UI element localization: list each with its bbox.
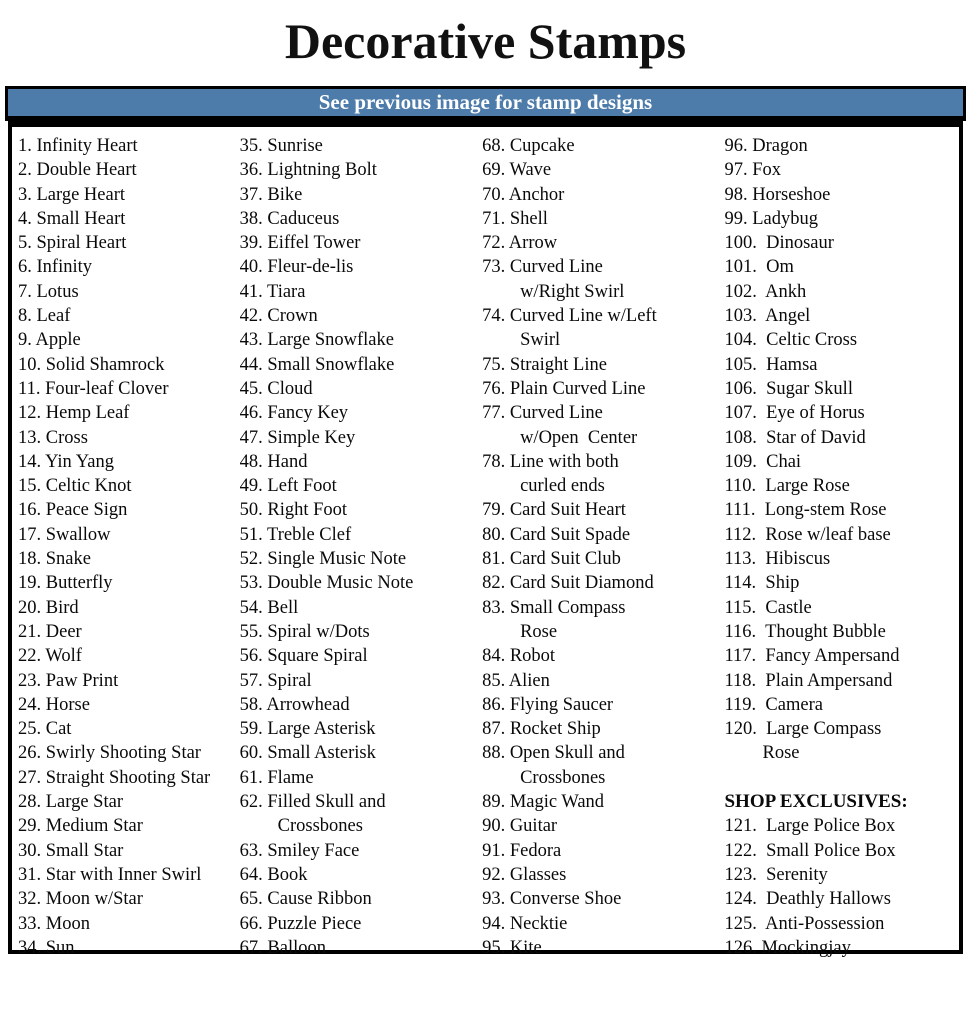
list-item: 30. Small Star (18, 840, 124, 861)
list-item: 75. Straight Line (482, 354, 607, 375)
list-item: 55. Spiral w/Dots (239, 621, 370, 642)
list-item: 2. Double Heart (18, 160, 137, 181)
list-item: 36. Lightning Bolt (239, 160, 377, 181)
list-item: 80. Card Suit Spade (482, 524, 631, 545)
list-item: 39. Eiffel Tower (239, 233, 361, 254)
list-item: 52. Single Music Note (239, 549, 407, 570)
list-item: 46. Fancy Key (239, 403, 349, 424)
list-item: 89. Magic Wand (482, 792, 605, 813)
list-item: 8. Leaf (18, 306, 71, 327)
list-item: 88. Open Skull and (482, 743, 625, 764)
list-item: 68. Cupcake (482, 136, 575, 156)
list-item: 79. Card Suit Heart (482, 500, 626, 521)
list-item: 119. Camera (724, 694, 823, 715)
stamp-column-1 (18, 134, 240, 958)
list-item: 34. Sun (18, 937, 75, 958)
list-item: 29. Medium Star (18, 816, 143, 837)
list-item: 63. Smiley Face (239, 840, 360, 861)
list-item-continuation: Crossbones (520, 767, 606, 788)
list-item: 47. Simple Key (239, 427, 356, 448)
list-item: 43. Large Snowflake (239, 330, 394, 351)
list-item: 87. Rocket Ship (482, 719, 601, 740)
list-item: 84. Robot (482, 646, 556, 667)
list-item: 74. Curved Line w/Left (482, 306, 657, 327)
list-item: 100. Dinosaur (724, 233, 834, 254)
list-item: 42. Crown (239, 306, 318, 327)
list-item: 23. Paw Print (18, 670, 119, 691)
list-item: 16. Peace Sign (18, 500, 128, 521)
list-item: 92. Glasses (482, 864, 567, 885)
list-item: 99. Ladybug (724, 208, 818, 229)
list-item: 117. Fancy Ampersand (724, 646, 900, 667)
list-item-continuation: w/Right Swirl (520, 281, 625, 302)
list-item: 90. Guitar (482, 816, 558, 837)
list-item: 54. Bell (239, 597, 299, 618)
stamp-column-4 (724, 134, 959, 958)
list-item: 45. Cloud (239, 378, 313, 399)
list-item: 27. Straight Shooting Star (18, 767, 211, 788)
list-item: 49. Left Foot (239, 476, 337, 497)
list-item: 56. Square Spiral (239, 646, 368, 667)
list-item: 113. Hibiscus (724, 549, 831, 570)
list-item: 121. Large Police Box (724, 816, 896, 837)
list-item: 41. Tiara (239, 281, 306, 302)
list-item: 65. Cause Ribbon (239, 889, 372, 910)
list-item: 104. Celtic Cross (724, 330, 858, 351)
list-item: 20. Bird (18, 597, 79, 618)
stamp-column-3 (482, 134, 724, 958)
list-item: 40. Fleur-de-lis (239, 257, 354, 278)
list-item: 101. Om (724, 257, 794, 278)
list-item: 62. Filled Skull and (239, 792, 386, 813)
list-item: 83. Small Compass (482, 597, 626, 618)
list-item: 33. Moon (18, 913, 90, 934)
list-item: 95. Kite (482, 937, 542, 958)
list-item: 1. Infinity Heart (18, 136, 138, 156)
list-item: 25. Cat (18, 719, 72, 740)
list-item: 93. Converse Shoe (482, 889, 622, 910)
list-item: 116. Thought Bubble (724, 621, 886, 642)
list-item: 94. Necktie (482, 913, 568, 934)
list-item: 11. Four-leaf Clover (18, 378, 169, 399)
list-item: 38. Caduceus (239, 208, 340, 229)
list-item: 73. Curved Line (482, 257, 603, 278)
list-item: 76. Plain Curved Line (482, 378, 646, 399)
list-item: 18. Snake (18, 549, 91, 570)
list-item: 114. Ship (724, 573, 800, 594)
list-item: 85. Alien (482, 670, 550, 691)
list-item: 112. Rose w/leaf base (724, 524, 891, 545)
list-item: 106. Sugar Skull (724, 378, 853, 399)
list-item: 111. Long-stem Rose (724, 500, 887, 521)
banner-text: See previous image for stamp designs (318, 90, 653, 114)
page-title: Decorative Stamps (284, 13, 687, 69)
list-item: 110. Large Rose (724, 476, 850, 497)
list-item: 103. Angel (724, 306, 811, 327)
list-item: 66. Puzzle Piece (239, 913, 362, 934)
list-item: 105. Hamsa (724, 354, 818, 375)
list-item-continuation: Crossbones (277, 816, 363, 837)
list-item: 35. Sunrise (239, 136, 323, 156)
list-item-continuation: Swirl (520, 330, 561, 351)
list-item: 37. Bike (239, 184, 303, 205)
list-item: 67. Balloon (239, 937, 326, 958)
column-heading: SHOP EXCLUSIVES: (724, 791, 908, 813)
list-item: 44. Small Snowflake (239, 354, 395, 375)
list-item-continuation: Rose (520, 621, 558, 642)
list-item: 5. Spiral Heart (18, 233, 127, 254)
list-item: 21. Deer (18, 621, 82, 642)
list-item: 26. Swirly Shooting Star (18, 743, 201, 764)
list-item: 123. Serenity (724, 864, 828, 885)
list-item: 86. Flying Saucer (482, 694, 614, 715)
list-item-continuation: w/Open Center (520, 427, 638, 448)
list-item: 28. Large Star (18, 792, 123, 813)
list-item: 53. Double Music Note (239, 573, 414, 594)
list-item: 31. Star with Inner Swirl (18, 864, 202, 885)
list-item: 13. Cross (18, 427, 88, 448)
list-item: 64. Book (239, 864, 308, 885)
blank-line (724, 766, 959, 790)
list-item: 59. Large Asterisk (239, 719, 376, 740)
list-item: 60. Small Asterisk (239, 743, 376, 764)
list-item: 12. Hemp Leaf (18, 403, 130, 424)
list-item: 122. Small Police Box (724, 840, 896, 861)
list-item: 120. Large Compass (724, 719, 882, 740)
list-item-continuation: curled ends (520, 476, 605, 497)
list-item: 91. Fedora (482, 840, 562, 861)
list-item: 109. Chai (724, 451, 802, 472)
list-item: 71. Shell (482, 208, 548, 229)
list-item: 96. Dragon (724, 136, 808, 156)
list-item: 7. Lotus (18, 281, 79, 302)
list-item: 124. Deathly Hallows (724, 889, 891, 910)
list-item: 14. Yin Yang (18, 451, 114, 472)
list-item: 15. Celtic Knot (18, 476, 132, 497)
list-item: 115. Castle (724, 597, 812, 618)
list-item: 82. Card Suit Diamond (482, 573, 654, 594)
stamp-column-2 (239, 134, 482, 958)
list-item: 50. Right Foot (239, 500, 348, 521)
list-item: 72. Arrow (482, 233, 558, 254)
list-item: 17. Swallow (18, 524, 111, 545)
list-item: 58. Arrowhead (239, 694, 350, 715)
list-item: 81. Card Suit Club (482, 549, 621, 570)
list-item: 70. Anchor (482, 184, 565, 205)
list-item: 6. Infinity (18, 257, 92, 278)
list-item: 19. Butterfly (18, 573, 113, 594)
list-item: 69. Wave (482, 160, 552, 181)
list-item: 78. Line with both (482, 451, 619, 472)
list-item: 3. Large Heart (18, 184, 126, 205)
list-item: 57. Spiral (239, 670, 312, 691)
list-item-continuation: Rose (762, 743, 800, 764)
list-item: 97. Fox (724, 160, 782, 181)
list-item: 125. Anti-Possession (724, 913, 885, 934)
list-item: 107. Eye of Horus (724, 403, 865, 424)
list-item: 24. Horse (18, 694, 90, 715)
list-item: 77. Curved Line (482, 403, 603, 424)
list-item: 51. Treble Clef (239, 524, 352, 545)
list-item: 98. Horseshoe (724, 184, 831, 205)
stamp-list (8, 121, 963, 958)
list-item: 48. Hand (239, 451, 308, 472)
list-item: 22. Wolf (18, 646, 82, 667)
banner (5, 86, 966, 121)
list-item: 108. Star of David (724, 427, 866, 448)
list-item: 118. Plain Ampersand (724, 670, 893, 691)
list-item: 32. Moon w/Star (18, 889, 143, 910)
list-item: 61. Flame (239, 767, 314, 788)
list-item: 10. Solid Shamrock (18, 354, 165, 375)
list-item: 9. Apple (18, 330, 81, 351)
list-item: 4. Small Heart (18, 208, 126, 229)
list-item: 102. Ankh (724, 281, 807, 302)
list-item: 126. Mockingjay (724, 937, 851, 958)
